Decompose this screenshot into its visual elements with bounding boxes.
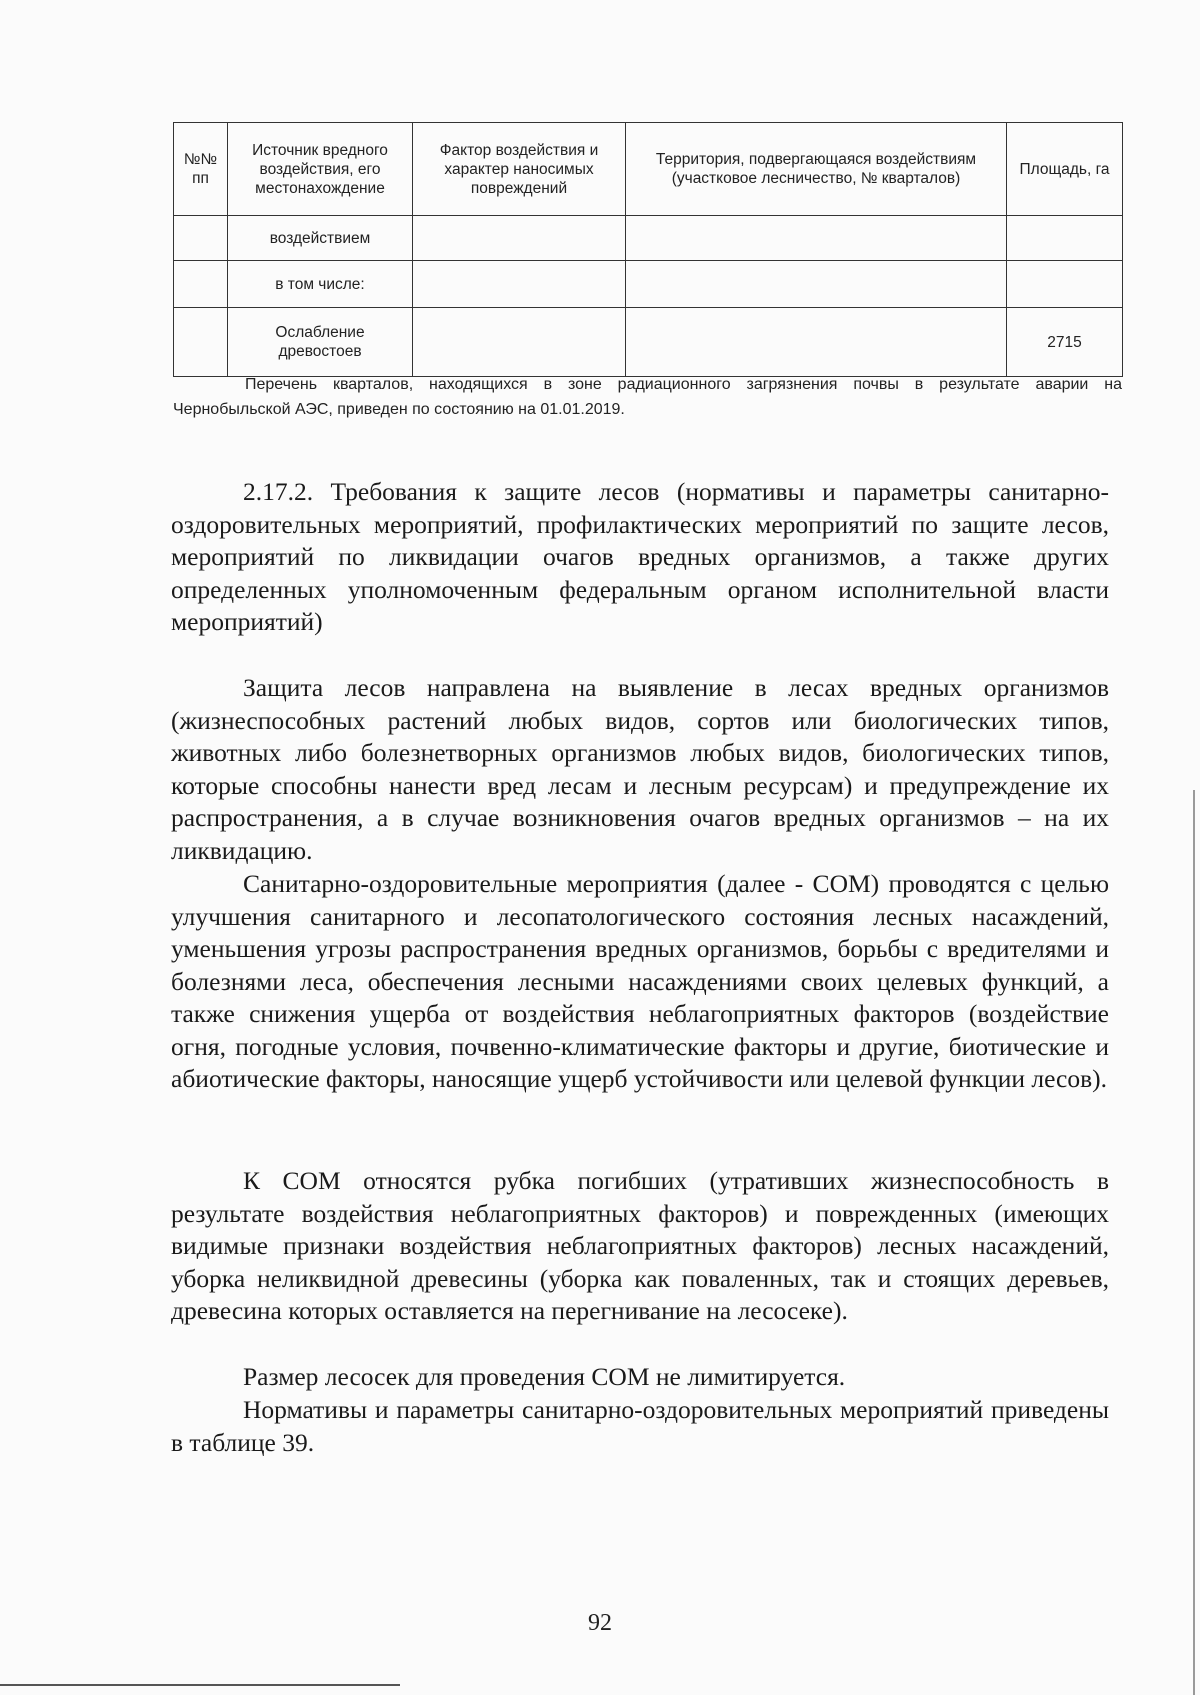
header-factor: Фактор воздействия и характер наносимых повреждений — [413, 123, 626, 216]
paragraph: Защита лесов направлена на выявление в лесах вредных организмов (жизнеспособных растений любых видов, сортов или биологических типов, животных либо болезнетворных организмов любых видов, биологических типов, которые способны нанести вред лесам и лесным ресурсам) и предупреждение их распространения, а в случае возникновения очагов вредных организмов – на их ликвидацию. — [171, 673, 1109, 865]
table-row — [174, 261, 1123, 308]
cell-factor — [413, 308, 626, 377]
cell-area — [1007, 261, 1123, 308]
cell-factor — [413, 216, 626, 261]
page-number: 92 — [588, 1610, 612, 1636]
cell-number — [174, 216, 228, 261]
cell-territory — [626, 261, 1007, 308]
cell-number — [174, 261, 228, 308]
footnote-line-1: Перечень кварталов, находящихся в зоне радиационного загрязнения почвы в результате аварии на — [245, 376, 1122, 393]
table-row — [174, 216, 1123, 261]
header-territory: Территория, подвергающаяся воздействиям (участковое лесничество, № кварталов) — [626, 123, 1007, 216]
cell-area — [1007, 216, 1123, 261]
header-area: Площадь, га — [1007, 123, 1123, 216]
table-row — [174, 308, 1123, 377]
section-heading: 2.17.2. Требования к защите лесов (нормативы и параметры санитарно-оздоровительных мероприятий, профилактических мероприятий по защите лесов, мероприятий по ликвидации очагов вредных организмов, а также других определенных уполномоченным федеральным органом исполнительной власти мероприятий) — [171, 477, 1109, 636]
paragraph: Нормативы и параметры санитарно-оздоровительных мероприятий приведены в таблице 39. — [171, 1395, 1109, 1457]
impact-table — [173, 122, 1123, 377]
table-footnote — [173, 372, 1122, 422]
cell-factor — [413, 261, 626, 308]
header-source: Источник вредного воздействия, его местонахождение — [228, 123, 413, 216]
header-number: №№ пп — [174, 123, 228, 216]
footnote-line-2: Чернобыльской АЭС, приведен по состоянию на 01.01.2019. — [173, 401, 625, 418]
cell-source: в том числе: — [228, 261, 413, 308]
cell-source: Ослабление древостоев — [228, 308, 413, 377]
cell-territory — [626, 308, 1007, 377]
paragraph: Санитарно-оздоровительные мероприятия (далее - СОМ) проводятся с целью улучшения санитарного и лесопатологического состояния лесных насаждений, уменьшения угрозы распространения вредных организмов, борьбы с вредителями и болезнями леса, обеспечения лесными насаждениями своих целевых функций, а также снижения ущерба от воздействия неблагоприятных факторов (воздействие огня, погодные условия, почвенно-климатические факторы и другие, биотические и абиотические факторы, наносящие ущерб устойчивости или целевой функции лесов). — [171, 869, 1109, 1093]
table-header-row — [174, 123, 1123, 216]
paragraph: Размер лесосек для проведения СОМ не лимитируется. — [243, 1362, 846, 1391]
cell-territory — [626, 216, 1007, 261]
scan-bottom-rule — [0, 1684, 400, 1686]
scan-right-edge — [1193, 790, 1195, 1695]
cell-number — [174, 308, 228, 377]
paragraph: К СОМ относятся рубка погибших (утративших жизнеспособность в результате воздействия неблагоприятных факторов) и поврежденных (имеющих видимые признаки воздействия неблагоприятных факторов) лесных насаждений, уборка неликвидной древесины (уборка как поваленных, так и стоящих деревьев, древесина которых оставляется на перегнивание на лесосеке). — [171, 1166, 1109, 1325]
cell-area: 2715 — [1007, 308, 1123, 377]
cell-source: воздействием — [228, 216, 413, 261]
